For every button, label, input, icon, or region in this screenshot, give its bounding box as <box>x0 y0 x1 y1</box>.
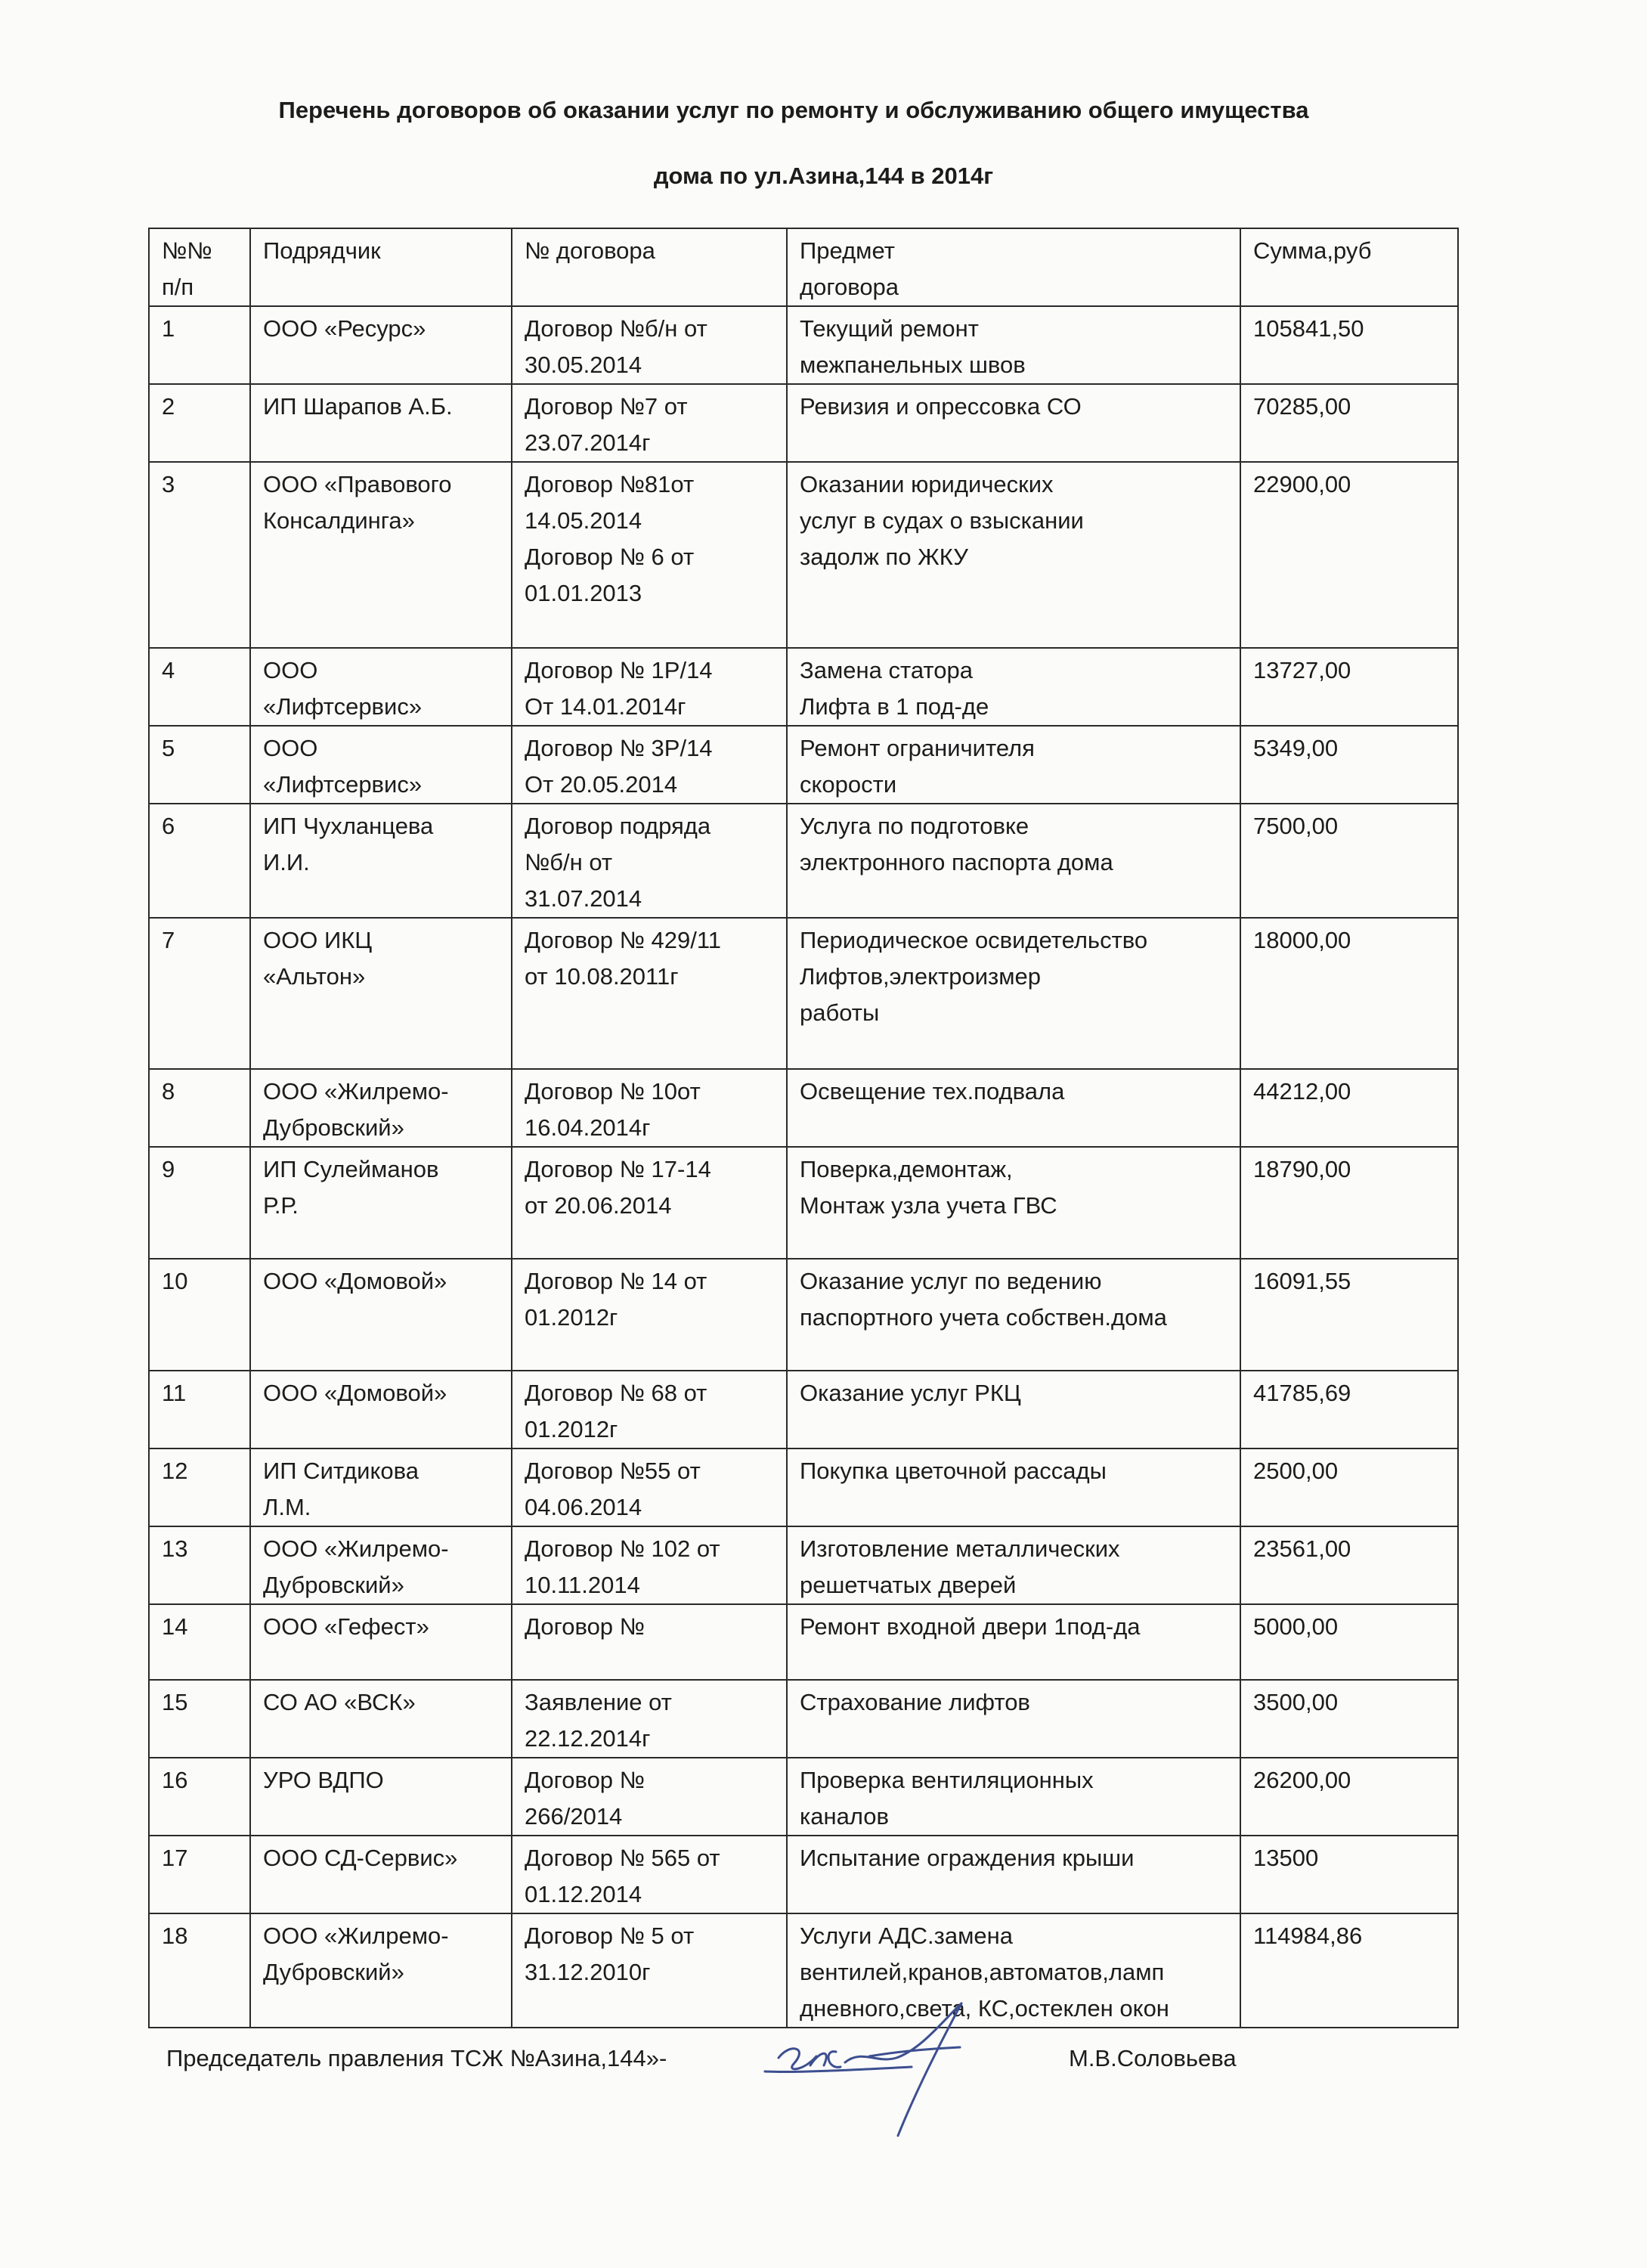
cell-number: 8 <box>149 1069 250 1147</box>
cell-sum: 13727,00 <box>1240 648 1458 726</box>
cell-contractor: ИП Ситдикова Л.М. <box>250 1448 512 1526</box>
cell-contractor: ООО «Жилремо- Дубровский» <box>250 1526 512 1604</box>
cell-number: 17 <box>149 1836 250 1913</box>
table-row <box>149 462 1458 648</box>
cell-contract: Договор подряда №б/н от 31.07.2014 <box>512 804 787 918</box>
cell-contract: Договор № 14 от 01.2012г <box>512 1259 787 1371</box>
cell-contractor: ООО ИКЦ «Альтон» <box>250 918 512 1069</box>
cell-number: 15 <box>149 1680 250 1758</box>
cell-number: 9 <box>149 1147 250 1259</box>
document-title-line2: дома по ул.Азина,144 в 2014г <box>653 163 994 189</box>
cell-subject: Услуга по подготовке электронного паспорта дома <box>787 804 1240 918</box>
cell-number: 2 <box>149 384 250 462</box>
table-row <box>149 1147 1458 1259</box>
cell-sum: 105841,50 <box>1240 306 1458 384</box>
cell-number: 5 <box>149 726 250 804</box>
cell-number: 6 <box>149 804 250 918</box>
cell-contractor: ООО «Лифтсервис» <box>250 726 512 804</box>
table-row <box>149 726 1458 804</box>
cell-contractor: ИП Сулейманов Р.Р. <box>250 1147 512 1259</box>
cell-contractor: СО АО «ВСК» <box>250 1680 512 1758</box>
signatory-name: М.В.Соловьева <box>1069 2045 1237 2071</box>
cell-sum: 16091,55 <box>1240 1259 1458 1371</box>
cell-contractor: ООО «Лифтсервис» <box>250 648 512 726</box>
cell-contract: Договор № 5 от 31.12.2010г <box>512 1913 787 2028</box>
table-row <box>149 1069 1458 1147</box>
cell-sum: 7500,00 <box>1240 804 1458 918</box>
cell-contract: Заявление от 22.12.2014г <box>512 1680 787 1758</box>
header-subject: Предмет договора <box>787 228 1240 306</box>
table-row <box>149 1259 1458 1371</box>
table-row <box>149 1680 1458 1758</box>
cell-contractor: ИП Шарапов А.Б. <box>250 384 512 462</box>
cell-contractor: ООО «Жилремо- Дубровский» <box>250 1913 512 2028</box>
table-row <box>149 1526 1458 1604</box>
cell-contract: Договор № 266/2014 <box>512 1758 787 1836</box>
cell-subject: Ревизия и опрессовка СО <box>787 384 1240 462</box>
cell-sum: 18790,00 <box>1240 1147 1458 1259</box>
table-row <box>149 918 1458 1069</box>
cell-contract: Договор №81от 14.05.2014 Договор № 6 от 01.01.2013 <box>512 462 787 648</box>
cell-subject: Изготовление металлических решетчатых дверей <box>787 1526 1240 1604</box>
cell-subject: Ремонт ограничителя скорости <box>787 726 1240 804</box>
cell-number: 18 <box>149 1913 250 2028</box>
table-row <box>149 804 1458 918</box>
cell-sum: 18000,00 <box>1240 918 1458 1069</box>
table-row <box>149 1758 1458 1836</box>
cell-contract: Договор № 565 от 01.12.2014 <box>512 1836 787 1913</box>
cell-contractor: ООО «Правового Консалдинга» <box>250 462 512 648</box>
cell-contractor: ООО «Ресурс» <box>250 306 512 384</box>
cell-number: 10 <box>149 1259 250 1371</box>
cell-contract: Договор №б/н от 30.05.2014 <box>512 306 787 384</box>
cell-contract: Договор №7 от 23.07.2014г <box>512 384 787 462</box>
cell-number: 13 <box>149 1526 250 1604</box>
cell-contract: Договор №55 от 04.06.2014 <box>512 1448 787 1526</box>
cell-subject: Покупка цветочной рассады <box>787 1448 1240 1526</box>
cell-subject: Испытание ограждения крыши <box>787 1836 1240 1913</box>
table-row <box>149 306 1458 384</box>
contracts-table <box>148 228 1459 2028</box>
cell-sum: 13500 <box>1240 1836 1458 1913</box>
cell-contractor: УРО ВДПО <box>250 1758 512 1836</box>
header-sum: Сумма,руб <box>1240 228 1458 306</box>
cell-subject: Замена статора Лифта в 1 под-де <box>787 648 1240 726</box>
cell-contractor: ООО «Домовой» <box>250 1371 512 1448</box>
cell-contract: Договор № 3Р/14 От 20.05.2014 <box>512 726 787 804</box>
header-contractor: Подрядчик <box>250 228 512 306</box>
table-row <box>149 1604 1458 1680</box>
cell-subject: Ремонт входной двери 1под-да <box>787 1604 1240 1680</box>
cell-number: 7 <box>149 918 250 1069</box>
cell-subject: Периодическое освидетельство Лифтов,электроизмер работы <box>787 918 1240 1069</box>
cell-contract: Договор № <box>512 1604 787 1680</box>
cell-subject: Страхование лифтов <box>787 1680 1240 1758</box>
cell-contractor: ООО «Гефест» <box>250 1604 512 1680</box>
cell-subject: Поверка,демонтаж, Монтаж узла учета ГВС <box>787 1147 1240 1259</box>
cell-contract: Договор № 102 от 10.11.2014 <box>512 1526 787 1604</box>
cell-sum: 26200,00 <box>1240 1758 1458 1836</box>
cell-sum: 70285,00 <box>1240 384 1458 462</box>
cell-sum: 2500,00 <box>1240 1448 1458 1526</box>
cell-contractor: ООО СД-Сервис» <box>250 1836 512 1913</box>
cell-sum: 114984,86 <box>1240 1913 1458 2028</box>
cell-subject: Текущий ремонт межпанельных швов <box>787 306 1240 384</box>
table-row <box>149 384 1458 462</box>
cell-contractor: ООО «Домовой» <box>250 1259 512 1371</box>
cell-subject: Оказание услуг РКЦ <box>787 1371 1240 1448</box>
cell-subject: Услуги АДС.замена вентилей,кранов,автоматов,ламп дневного,света, КС,остеклен окон <box>787 1913 1240 2028</box>
document-title-line1: Перечень договоров об оказании услуг по ремонту и обслуживанию общего имущества <box>278 97 1309 123</box>
signatory-position: Председатель правления ТСЖ №Азина,144»- <box>166 2045 667 2071</box>
cell-sum: 44212,00 <box>1240 1069 1458 1147</box>
cell-sum: 41785,69 <box>1240 1371 1458 1448</box>
cell-sum: 22900,00 <box>1240 462 1458 648</box>
cell-contractor: ИП Чухланцева И.И. <box>250 804 512 918</box>
table-row <box>149 1448 1458 1526</box>
cell-subject: Освещение тех.подвала <box>787 1069 1240 1147</box>
cell-number: 11 <box>149 1371 250 1448</box>
cell-subject: Оказание услуг по ведению паспортного учета собствен.дома <box>787 1259 1240 1371</box>
cell-sum: 5349,00 <box>1240 726 1458 804</box>
cell-contract: Договор № 10от 16.04.2014г <box>512 1069 787 1147</box>
cell-number: 16 <box>149 1758 250 1836</box>
cell-number: 3 <box>149 462 250 648</box>
cell-number: 12 <box>149 1448 250 1526</box>
table-header-row <box>149 228 1458 306</box>
cell-contractor: ООО «Жилремо- Дубровский» <box>250 1069 512 1147</box>
cell-contract: Договор № 1Р/14 От 14.01.2014г <box>512 648 787 726</box>
header-contract: № договора <box>512 228 787 306</box>
cell-contract: Договор № 429/11 от 10.08.2011г <box>512 918 787 1069</box>
cell-number: 4 <box>149 648 250 726</box>
header-number: №№ п/п <box>149 228 250 306</box>
cell-sum: 5000,00 <box>1240 1604 1458 1680</box>
table-row <box>149 648 1458 726</box>
cell-number: 1 <box>149 306 250 384</box>
cell-subject: Проверка вентиляционных каналов <box>787 1758 1240 1836</box>
cell-contract: Договор № 17-14 от 20.06.2014 <box>512 1147 787 1259</box>
cell-sum: 3500,00 <box>1240 1680 1458 1758</box>
cell-contract: Договор № 68 от 01.2012г <box>512 1371 787 1448</box>
table-row <box>149 1836 1458 1913</box>
cell-sum: 23561,00 <box>1240 1526 1458 1604</box>
signature-image <box>763 1973 990 2147</box>
table-row <box>149 1371 1458 1448</box>
cell-number: 14 <box>149 1604 250 1680</box>
cell-subject: Оказании юридических услуг в судах о взыскании задолж по ЖКУ <box>787 462 1240 648</box>
